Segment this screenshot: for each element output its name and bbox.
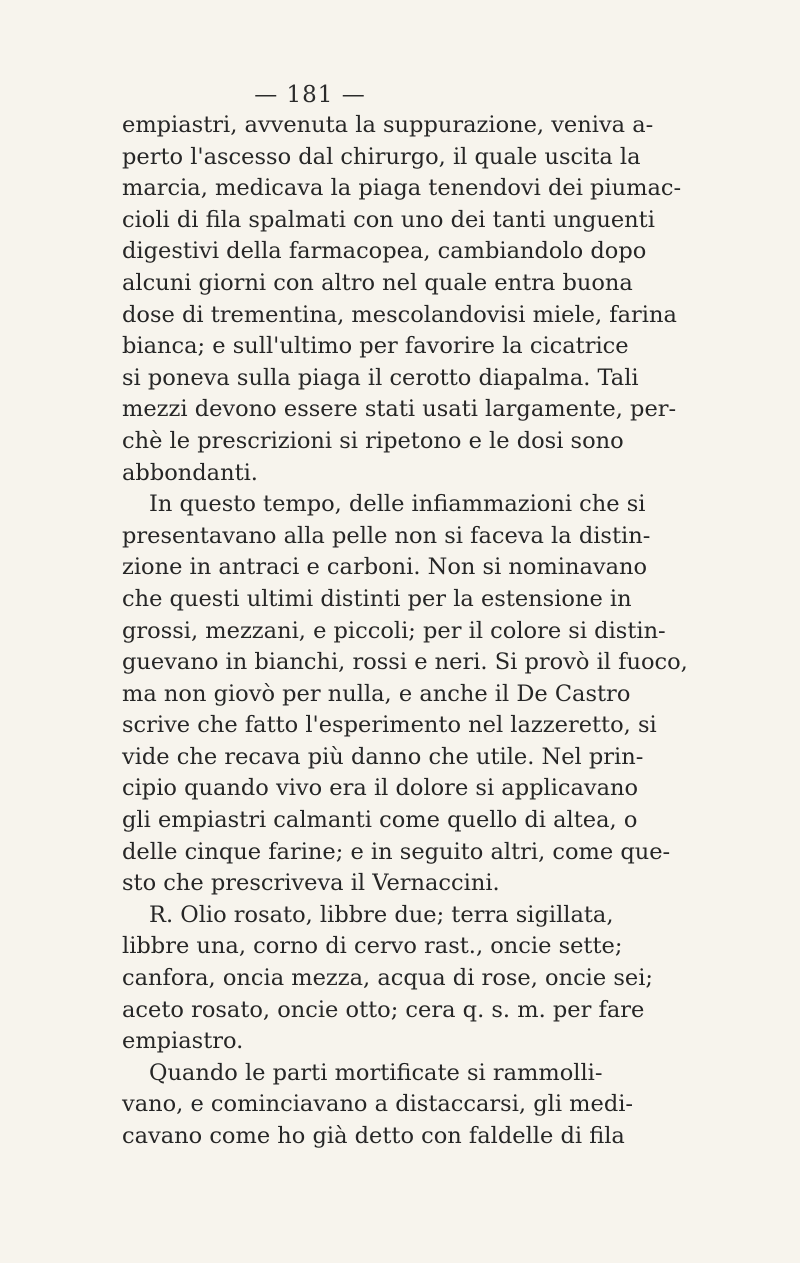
text-line: R. Olio rosato, libbre due; terra sigillata, xyxy=(149,901,614,928)
text-line: guevano in bianchi, rossi e neri. Si provò il fuoco, xyxy=(122,649,688,676)
paragraph xyxy=(122,110,682,489)
text-line: libbre una, corno di cervo rast., oncie sette; xyxy=(122,933,623,960)
text-line: aceto rosato, oncie otto; cera q. s. m. per fare xyxy=(122,996,645,1023)
text-line: empiastro. xyxy=(122,1028,244,1055)
text-line: digestivi della farmacopea, cambiandolo dopo xyxy=(122,238,647,265)
text-line: canfora, oncia mezza, acqua di rose, oncie sei; xyxy=(122,965,653,992)
text-line: abbondanti. xyxy=(122,459,258,486)
text-line: scrive che fatto l'esperimento nel lazzeretto, si xyxy=(122,712,657,739)
text-line: cipio quando vivo era il dolore si applicavano xyxy=(122,775,639,802)
text-line: alcuni giorni con altro nel quale entra buona xyxy=(122,269,633,296)
text-line: In questo tempo, delle infiammazioni che si xyxy=(149,491,646,518)
text-line: Quando le parti mortificate si rammolli- xyxy=(149,1059,603,1086)
text-line: dose di trementina, mescolandovisi miele, farina xyxy=(122,301,677,328)
text-line: bianca; e sull'ultimo per favorire la cicatrice xyxy=(122,333,629,360)
paragraph xyxy=(122,900,653,1058)
text-line: zione in antraci e carboni. Non si nominavano xyxy=(122,554,648,581)
text-line: cioli di fila spalmati con uno dei tanti unguenti xyxy=(122,206,655,233)
text-line: vano, e cominciavano a distaccarsi, gli medi- xyxy=(122,1091,634,1118)
text-line: delle cinque farine; e in seguito altri, come que- xyxy=(122,838,671,865)
paragraph xyxy=(122,1058,634,1153)
text-line: vide che recava più danno che utile. Nel prin- xyxy=(122,743,644,770)
text-line: chè le prescrizioni si ripetono e le dosi sono xyxy=(122,427,624,454)
text-line: si poneva sulla piaga il cerotto diapalma. Tali xyxy=(122,364,639,391)
text-line: empiastri, avvenuta la suppurazione, veniva a- xyxy=(122,112,654,138)
text-line: che questi ultimi distinti per la estensione in xyxy=(122,585,632,612)
text-line: grossi, mezzani, e piccoli; per il colore si distin- xyxy=(122,617,666,644)
text-line: cavano come ho già detto con faldelle di fila xyxy=(122,1123,625,1149)
text-line: ma non giovò per nulla, e anche il De Castro xyxy=(122,680,631,707)
text-line: sto che prescriveva il Vernaccini. xyxy=(122,870,500,897)
page-number: — 181 — xyxy=(254,82,366,108)
text-line: mezzi devono essere stati usati largamente, per- xyxy=(122,396,677,423)
text-line: presentavano alla pelle non si faceva la distin- xyxy=(122,522,651,549)
text-line: perto l'ascesso dal chirurgo, il quale uscita la xyxy=(122,143,641,170)
text-line: gli empiastri calmanti come quello di altea, o xyxy=(122,807,638,834)
paragraph xyxy=(122,489,688,900)
body-text xyxy=(122,110,688,1153)
text-line: marcia, medicava la piaga tenendovi dei piumac- xyxy=(122,175,682,202)
